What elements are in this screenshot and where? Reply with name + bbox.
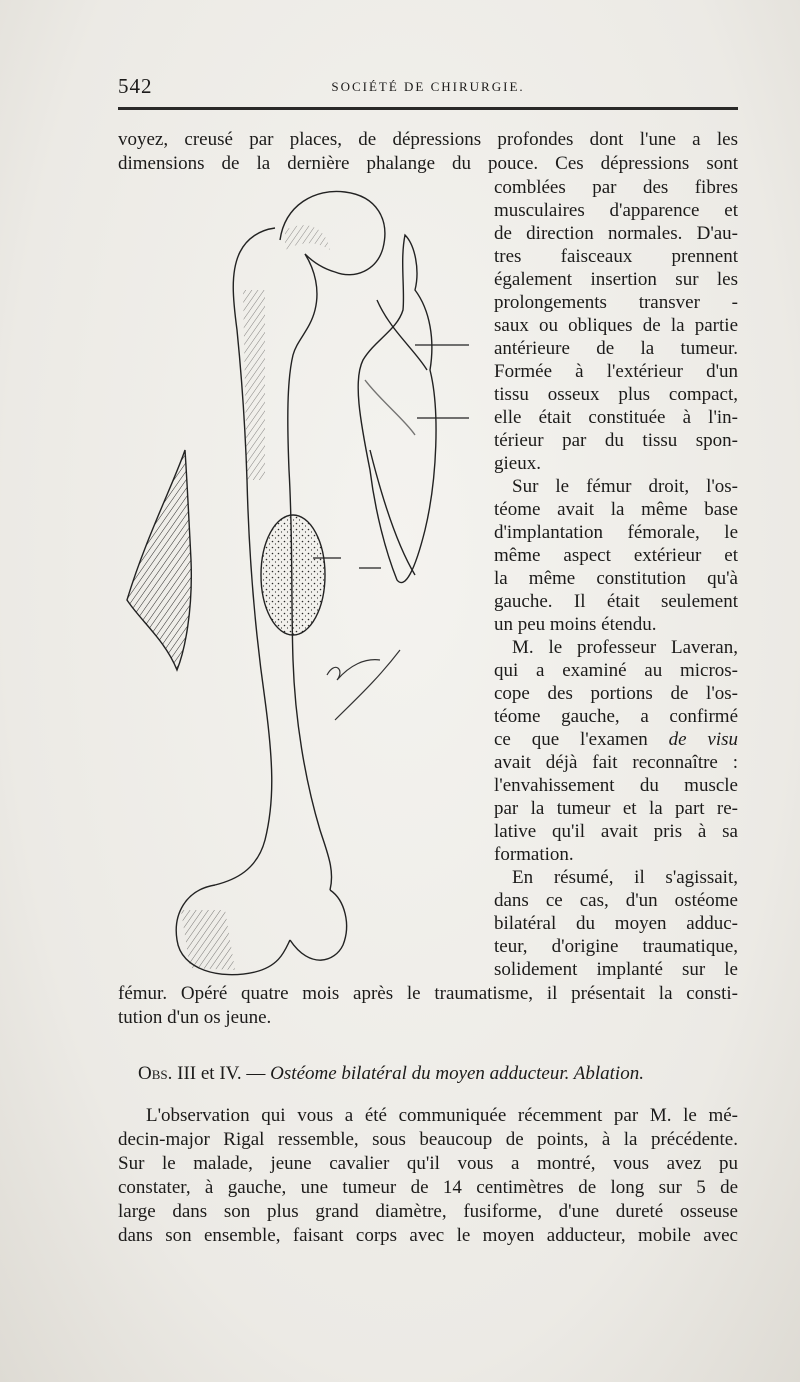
text-line: voyez, creusé par places, de dépressions profondes dont l'une a les <box>118 129 738 150</box>
text-line: même aspect extérieur et <box>494 545 738 566</box>
text-line: la même constitution qu'à <box>494 568 738 589</box>
text-line: téome avait la même base <box>494 499 738 520</box>
text-line: térieur par du tissu spon- <box>494 430 738 451</box>
text-line: tution d'un os jeune. <box>118 1007 272 1028</box>
obs-label: Obs. <box>138 1063 173 1084</box>
text-line: saux ou obliques de la partie <box>494 315 738 336</box>
text-line: avait déjà fait reconnaître : <box>494 752 738 773</box>
text-span: ce que l'examen <box>494 729 648 750</box>
text-line: musculaires d'apparence et <box>494 200 738 221</box>
text-line: gauche. Il était seulement <box>494 591 738 612</box>
header-rule <box>118 107 738 110</box>
text-line: par la tumeur et la part re- <box>494 798 738 819</box>
heading-title: Ostéome bilatéral du moyen adducteur. Ablation. <box>270 1063 644 1084</box>
text-line: decin-major Rigal ressemble, sous beaucoup de points, à la précédente. <box>118 1129 738 1150</box>
text-line: bilatéral du moyen adduc- <box>494 913 738 934</box>
section-heading <box>138 1063 644 1085</box>
text-line: formation. <box>494 844 574 865</box>
obs-numbers: III et IV. — <box>172 1063 271 1084</box>
text-line: qui a examiné au micros- <box>494 660 738 681</box>
text-line: tres faisceaux prennent <box>494 246 738 267</box>
text-line: tissu osseux plus compact, <box>494 384 738 405</box>
text-line: solidement implanté sur le <box>494 959 738 980</box>
text-line: prolongements transver - <box>494 292 738 313</box>
text-line: lative qu'il avait pris à sa <box>494 821 738 842</box>
text-line: teur, d'origine traumatique, <box>494 936 738 957</box>
text-line: de direction normales. D'au- <box>494 223 738 244</box>
text-line: Formée à l'extérieur d'un <box>494 361 738 382</box>
running-head: SOCIÉTÉ DE CHIRURGIE. <box>331 79 525 94</box>
text-line: un peu moins étendu. <box>494 614 657 635</box>
text-line: Sur le fémur droit, l'os- <box>512 476 738 497</box>
italic-phrase: de visu <box>668 729 738 750</box>
text-line: également insertion sur les <box>494 269 738 290</box>
text-line: L'observation qui vous a été communiquée récemment par M. le mé- <box>146 1105 738 1126</box>
page-header <box>118 74 738 104</box>
text-line <box>494 728 738 752</box>
text-line: elle était constituée à l'in- <box>494 407 738 428</box>
text-line: Sur le malade, jeune cavalier qu'il vous a montré, vous avez pu <box>118 1153 738 1174</box>
text-line: En résumé, il s'agissait, <box>512 867 738 888</box>
text-line: fémur. Opéré quatre mois après le traumatisme, il présentait la consti- <box>118 983 738 1004</box>
text-line: M. le professeur Laveran, <box>512 637 738 658</box>
text-line: comblées par des fibres <box>494 177 738 198</box>
text-line: cope des portions de l'os- <box>494 683 738 704</box>
text-line: gieux. <box>494 453 541 474</box>
text-line: constater, à gauche, une tumeur de 14 centimètres de long sur 5 de <box>118 1177 738 1198</box>
femur-engraving <box>115 180 495 990</box>
text-line: téome gauche, a confirmé <box>494 706 738 727</box>
text-line: d'implantation fémorale, le <box>494 522 738 543</box>
page-number: 542 <box>118 74 153 98</box>
text-line: dimensions de la dernière phalange du pouce. Ces dépressions sont <box>118 153 738 174</box>
text-line: l'envahissement du muscle <box>494 775 738 796</box>
text-line: dans son ensemble, faisant corps avec le moyen adducteur, mobile avec <box>118 1225 738 1246</box>
text-line: dans ce cas, d'un ostéome <box>494 890 738 911</box>
text-line: antérieure de la tumeur. <box>494 338 738 359</box>
femur-illustration <box>115 180 495 990</box>
text-line: large dans son plus grand diamètre, fusiforme, d'une dureté osseuse <box>118 1201 738 1222</box>
